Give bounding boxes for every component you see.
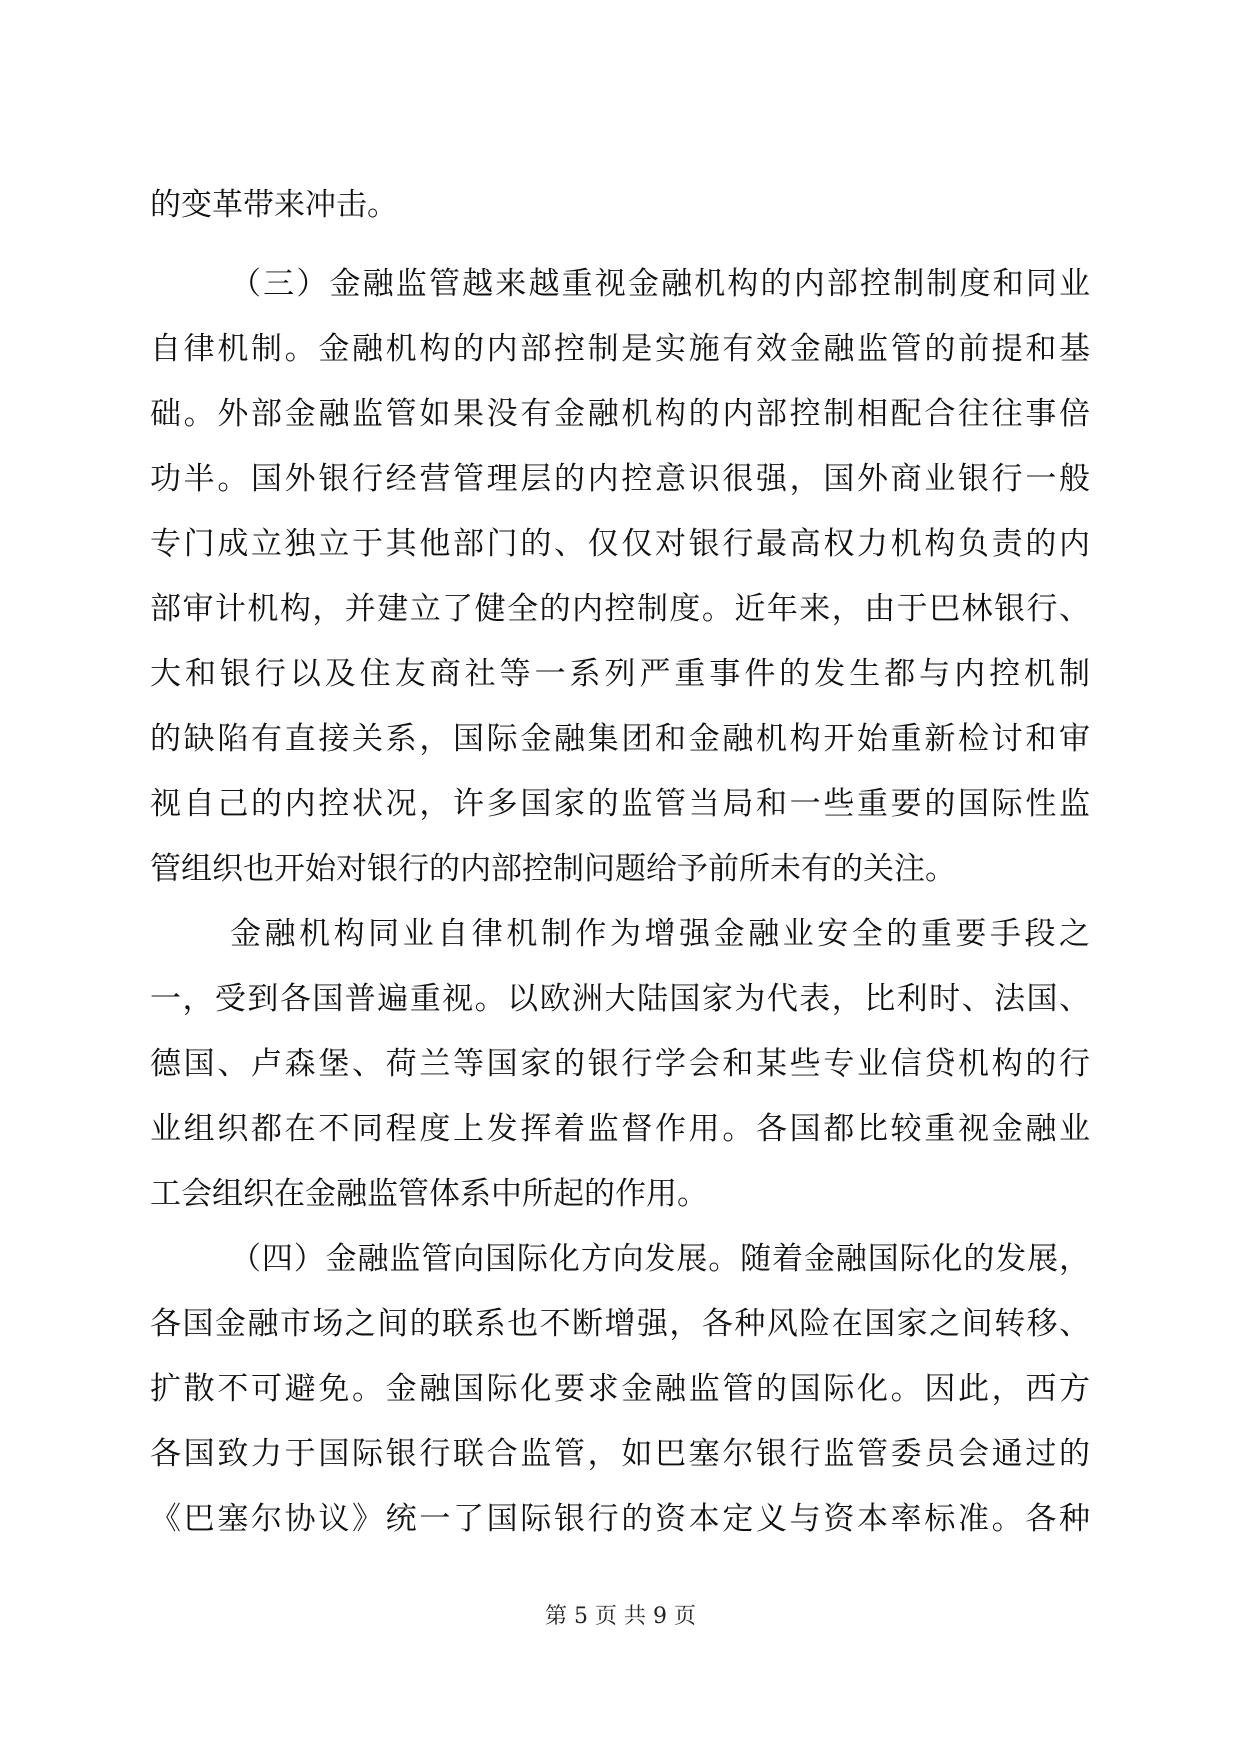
- text-line: 管组织也开始对银行的内部控制问题给予前所未有的关注。: [150, 851, 956, 887]
- paragraph-first-line: 金融机构同业自律机制作为增强金融业安全的重要手段之: [230, 916, 1090, 952]
- text-line: 扩散不可避免。金融国际化要求金融监管的国际化。因此，西方: [150, 1371, 1090, 1407]
- page-number-footer: 第 5 页 共 9 页: [545, 1604, 696, 1629]
- text-line: 部审计机构，并建立了健全的内控制度。近年来，由于巴林银行、: [150, 591, 1090, 627]
- text-line: 专门成立独立于其他部门的、仅仅对银行最高权力机构负责的内: [150, 526, 1090, 562]
- text-line: 《巴塞尔协议》统一了国际银行的资本定义与资本率标准。各种: [150, 1501, 1090, 1537]
- text-line: 的缺陷有直接关系，国际金融集团和金融机构开始重新检讨和审: [150, 721, 1090, 757]
- text-line: 德国、卢森堡、荷兰等国家的银行学会和某些专业信贷机构的行: [150, 1046, 1090, 1082]
- text-line: 的变革带来冲击。: [150, 187, 398, 223]
- text-line: 一，受到各国普遍重视。以欧洲大陆国家为代表，比利时、法国、: [150, 981, 1090, 1017]
- text-line: 功半。国外银行经营管理层的内控意识很强，国外商业银行一般: [150, 461, 1090, 497]
- section-heading-line: （三）金融监管越来越重视金融机构的内部控制制度和同业: [230, 266, 1090, 302]
- text-line: 大和银行以及住友商社等一系列严重事件的发生都与内控机制: [150, 656, 1090, 692]
- text-line: 工会组织在金融监管体系中所起的作用。: [150, 1176, 708, 1212]
- text-line: 础。外部金融监管如果没有金融机构的内部控制相配合往往事倍: [150, 396, 1090, 432]
- text-line: 业组织都在不同程度上发挥着监督作用。各国都比较重视金融业: [150, 1111, 1090, 1147]
- text-line: 各国致力于国际银行联合监管，如巴塞尔银行监管委员会通过的: [150, 1436, 1090, 1472]
- text-line: 视自己的内控状况，许多国家的监管当局和一些重要的国际性监: [150, 786, 1090, 822]
- section-heading-line: （四）金融监管向国际化方向发展。随着金融国际化的发展，: [230, 1241, 1090, 1277]
- text-line: 自律机制。金融机构的内部控制是实施有效金融监管的前提和基: [150, 331, 1090, 367]
- text-line: 各国金融市场之间的联系也不断增强，各种风险在国家之间转移、: [150, 1306, 1090, 1342]
